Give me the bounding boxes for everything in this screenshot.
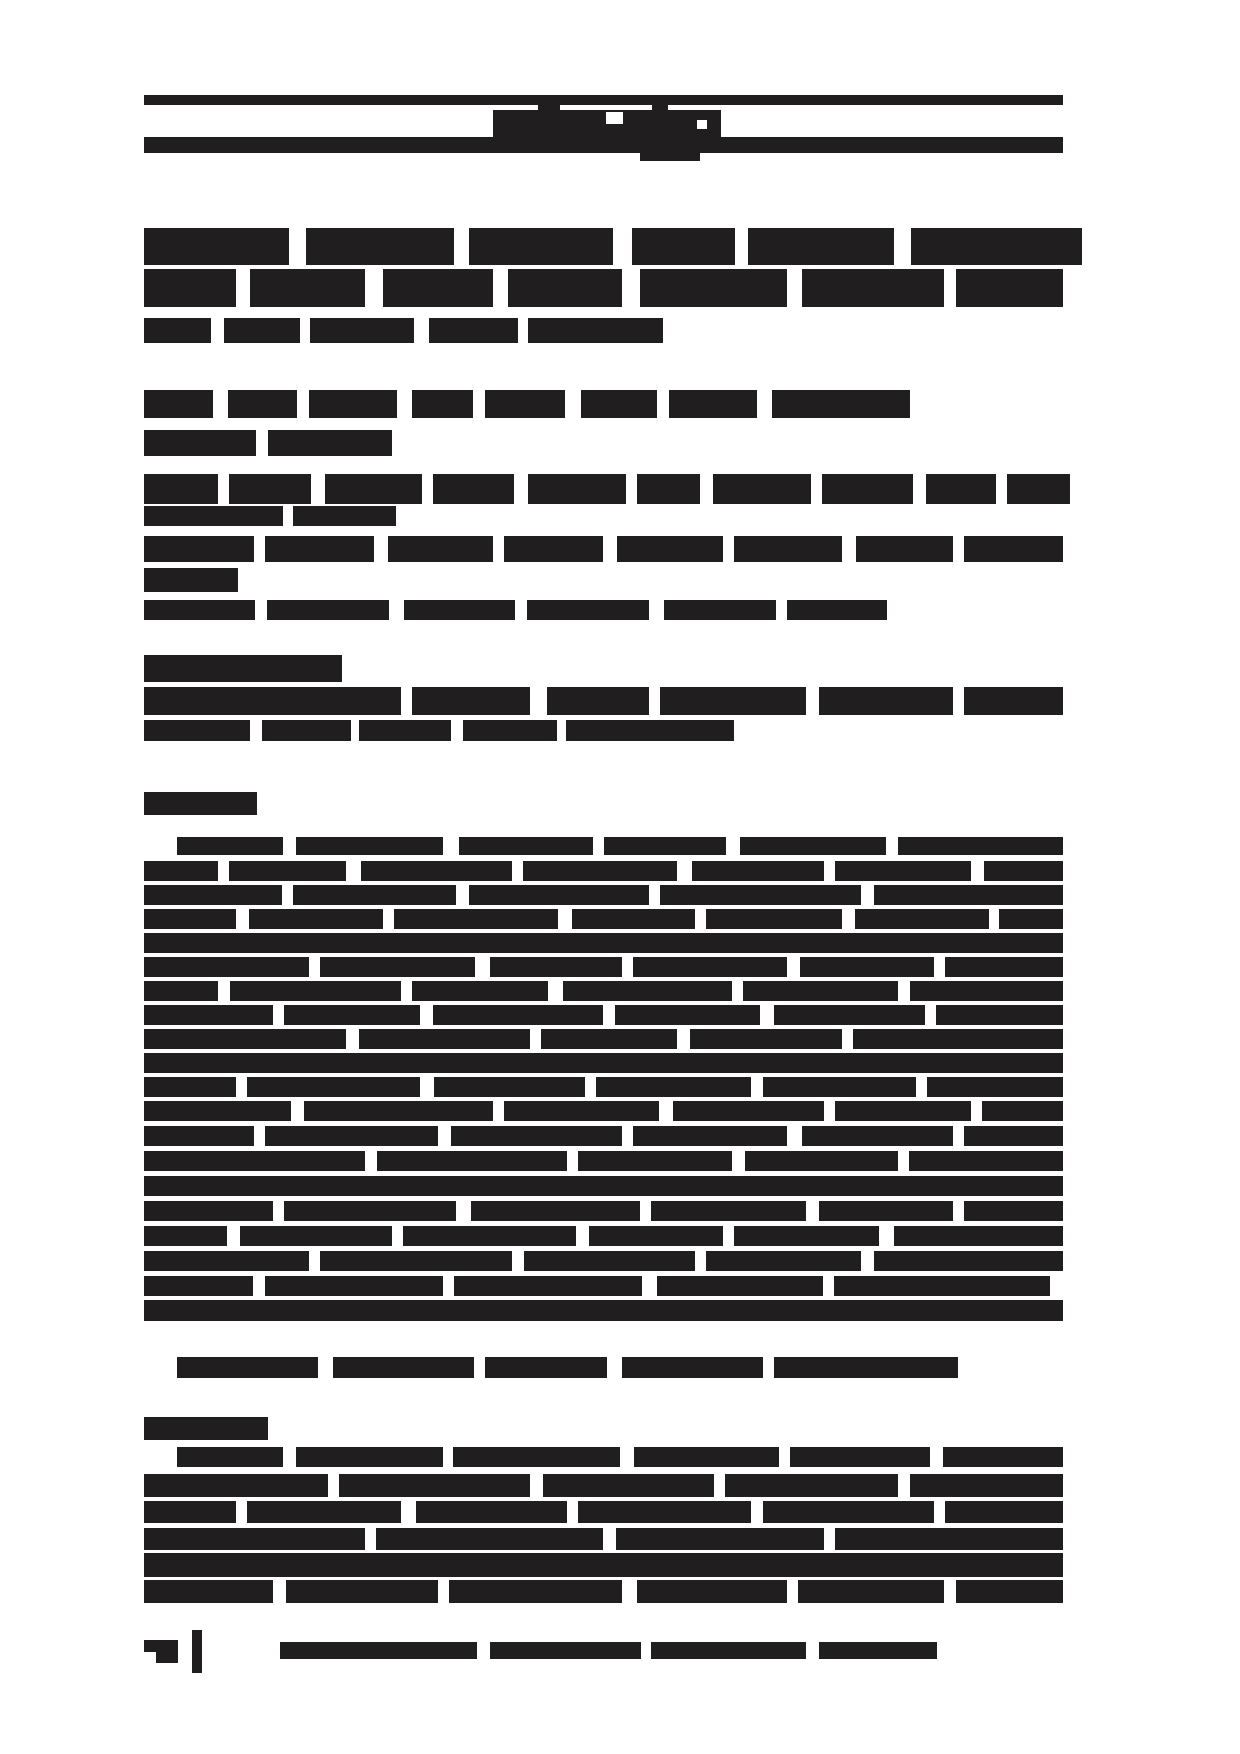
redacted-segment [250, 269, 365, 307]
redacted-segment [725, 1474, 898, 1497]
redacted-segment [320, 957, 474, 977]
redacted-segment [855, 909, 989, 929]
redacted-segment [651, 1201, 805, 1221]
redacted-segment [543, 1474, 714, 1497]
redacted-segment [339, 1474, 530, 1497]
redacted-segment [740, 837, 885, 855]
redacted-segment [634, 1447, 779, 1467]
redacted-segment [229, 861, 347, 881]
introduction-line-2 [144, 1474, 1063, 1497]
redacted-segment [224, 318, 299, 343]
introduction-line-6 [144, 1580, 1063, 1603]
redacted-segment [412, 981, 548, 1001]
redacted-segment [144, 655, 342, 682]
redacted-segment [144, 957, 309, 977]
redacted-segment [144, 318, 211, 343]
redacted-segment [144, 1226, 227, 1246]
redacted-segment [293, 506, 396, 526]
redacted-segment [383, 269, 493, 307]
redacted-segment [268, 430, 392, 456]
redacted-segment [774, 1357, 958, 1378]
redacted-segment [463, 720, 557, 741]
masthead-label-descender [640, 152, 700, 161]
redacted-segment [144, 1053, 1063, 1073]
redacted-segment [144, 568, 238, 592]
redacted-segment [230, 981, 401, 1001]
redacted-segment [333, 1357, 474, 1378]
redacted-segment [304, 1101, 493, 1121]
correspondence-line-2 [144, 720, 734, 741]
abstract-line-7 [144, 981, 1063, 1001]
redacted-segment [284, 1201, 457, 1221]
redacted-segment [936, 1005, 1063, 1025]
abstract-line-18 [144, 1251, 1063, 1271]
redacted-segment [247, 1077, 420, 1097]
redacted-segment [144, 1417, 268, 1440]
redacted-segment [964, 1201, 1063, 1221]
redacted-segment [945, 957, 1063, 977]
redacted-segment [490, 1642, 641, 1659]
masthead-label-counter [606, 112, 623, 124]
redacted-segment [296, 1447, 443, 1467]
redacted-segment [926, 474, 995, 504]
redacted-segment [306, 228, 453, 265]
redacted-segment [144, 1077, 236, 1097]
redacted-segment [660, 687, 805, 715]
redacted-segment [528, 318, 663, 343]
redacted-segment [528, 474, 625, 504]
abstract-line-6 [144, 957, 1063, 977]
redacted-segment [706, 909, 842, 929]
redacted-segment [596, 1077, 750, 1097]
redacted-segment [894, 1226, 1063, 1246]
redacted-segment [265, 1126, 438, 1146]
affiliation-line-1 [144, 474, 1070, 504]
redacted-segment [229, 474, 310, 504]
introduction-line-4 [144, 1528, 1063, 1550]
redacted-segment [144, 1501, 236, 1523]
abstract-line-3 [144, 885, 1063, 905]
redacted-segment [265, 536, 373, 562]
masthead-label-counter [697, 120, 707, 129]
abstract-line-9 [144, 1029, 1063, 1049]
redacted-segment [240, 1226, 393, 1246]
redacted-segment [144, 981, 218, 1001]
redacted-segment [982, 1101, 1063, 1121]
masthead-bottom-rule [144, 137, 1063, 153]
redacted-segment [228, 390, 297, 418]
redacted-segment [404, 600, 515, 620]
redacted-segment [144, 137, 1063, 153]
redacted-segment [617, 536, 723, 562]
redacted-segment [578, 1151, 732, 1171]
redacted-segment [144, 1201, 273, 1221]
title-line-2 [144, 269, 1063, 307]
redacted-segment [144, 1553, 1063, 1577]
abstract-line-12 [144, 1101, 1063, 1121]
redacted-segment [657, 1276, 824, 1296]
redacted-segment [589, 1226, 723, 1246]
redacted-segment [819, 1642, 937, 1659]
redacted-segment [819, 1201, 953, 1221]
redacted-segment [144, 885, 282, 905]
redacted-segment [416, 1501, 567, 1523]
redacted-segment [772, 390, 910, 418]
redacted-segment [763, 1501, 934, 1523]
redacted-segment [774, 1005, 925, 1025]
redacted-segment [177, 1447, 283, 1467]
redacted-segment [706, 1251, 860, 1271]
redacted-segment [361, 861, 512, 881]
affiliation-line-5 [144, 600, 887, 620]
redacted-segment [660, 885, 860, 905]
redacted-segment [999, 909, 1063, 929]
redacted-segment [320, 1251, 511, 1271]
masthead-label-ascender [652, 103, 668, 111]
redacted-segment [523, 861, 677, 881]
redacted-segment [547, 687, 650, 715]
abstract-line-5 [144, 933, 1063, 953]
redacted-segment [280, 1642, 477, 1659]
redacted-segment [541, 1029, 677, 1049]
redacted-segment [527, 600, 650, 620]
abstract-line-1 [177, 837, 1063, 855]
redacted-segment [853, 1029, 1063, 1049]
abstract-line-14 [144, 1151, 1063, 1171]
redacted-segment [469, 885, 649, 905]
redacted-segment [144, 1300, 1063, 1321]
redacted-segment [911, 228, 1082, 265]
redacted-segment [459, 837, 594, 855]
redacted-segment [144, 1251, 309, 1271]
redacted-segment [819, 687, 952, 715]
keywords-line [177, 1357, 958, 1378]
redacted-segment [434, 1077, 585, 1097]
introduction-line-1 [177, 1447, 1063, 1467]
redacted-segment [743, 981, 897, 1001]
redacted-segment [144, 269, 236, 307]
redacted-segment [651, 1642, 805, 1659]
redacted-segment [144, 933, 1063, 953]
abstract-line-2 [144, 861, 1063, 881]
redacted-segment [144, 1029, 346, 1049]
redacted-segment [249, 909, 383, 929]
redacted-segment [403, 1226, 576, 1246]
redacted-segment [177, 1357, 318, 1378]
redacted-segment [835, 861, 971, 881]
abstract-line-17 [144, 1226, 1063, 1246]
redacted-segment [144, 600, 255, 620]
affiliation-line-2 [144, 506, 396, 526]
redacted-segment [669, 390, 757, 418]
redacted-segment [451, 1126, 622, 1146]
redacted-segment [377, 1151, 566, 1171]
redacted-segment [284, 1005, 420, 1025]
redacted-segment [144, 720, 250, 741]
redacted-segment [622, 1357, 763, 1378]
abstract-line-20 [144, 1300, 1063, 1321]
redacted-segment [637, 474, 700, 504]
redacted-segment [763, 1077, 916, 1097]
redacted-segment [293, 885, 457, 905]
redacted-segment [359, 1029, 530, 1049]
redacted-segment [144, 228, 289, 265]
redacted-segment [943, 1447, 1063, 1467]
redacted-segment [563, 981, 732, 1001]
redacted-segment [504, 1101, 658, 1121]
redacted-segment [144, 1474, 328, 1497]
abstract-line-15 [144, 1176, 1063, 1196]
redacted-segment [144, 390, 213, 418]
redacted-segment [524, 1251, 695, 1271]
redacted-segment [909, 1151, 1063, 1171]
redacted-segment [192, 1630, 202, 1673]
redacted-segment [874, 1251, 1063, 1271]
redacted-segment [964, 687, 1063, 715]
redacted-segment [144, 1101, 291, 1121]
redacted-segment [834, 1276, 1050, 1296]
abstract-line-19 [144, 1276, 1050, 1296]
redacted-segment [874, 885, 1063, 905]
introduction-line-5 [144, 1553, 1063, 1577]
redacted-segment [265, 1276, 443, 1296]
redacted-segment [469, 228, 613, 265]
redacted-segment [604, 837, 726, 855]
redacted-segment [956, 1580, 1063, 1603]
redacted-segment [388, 536, 494, 562]
redacted-segment [144, 1528, 365, 1550]
redacted-segment [412, 390, 473, 418]
redacted-segment [673, 1101, 824, 1121]
redacted-segment [449, 1580, 622, 1603]
abstract-line-10 [144, 1053, 1063, 1073]
redacted-segment [800, 957, 934, 977]
redacted-segment [508, 269, 622, 307]
redacted-segment [144, 687, 401, 715]
redacted-segment [633, 1126, 787, 1146]
redacted-segment [454, 1276, 642, 1296]
redacted-segment [144, 792, 257, 815]
redacted-segment [581, 390, 658, 418]
redacted-segment [144, 474, 218, 504]
redacted-segment [566, 720, 734, 741]
redacted-segment [267, 600, 390, 620]
redacted-segment [822, 474, 913, 504]
redacted-segment [734, 536, 842, 562]
redacted-segment [309, 390, 397, 418]
masthead-top-rule [144, 95, 1063, 105]
redacted-segment [144, 1176, 1063, 1196]
correspondence-line-1 [144, 687, 1063, 715]
masthead-label-ascender [538, 103, 560, 111]
redacted-segment [802, 1126, 953, 1146]
redacted-segment [633, 957, 787, 977]
redacted-segment [471, 1201, 640, 1221]
introduction-heading [144, 1417, 268, 1440]
redacted-segment [359, 720, 450, 741]
redacted-segment [286, 1580, 439, 1603]
redacted-segment [616, 1528, 824, 1550]
affiliation-line-4 [144, 568, 238, 592]
redacted-segment [247, 1501, 401, 1523]
redacted-segment [856, 536, 952, 562]
introduction-line-3 [144, 1501, 1063, 1523]
redacted-segment [485, 390, 565, 418]
abstract-line-11 [144, 1077, 1063, 1097]
redacted-segment [910, 981, 1063, 1001]
title-line-3 [144, 318, 663, 343]
authors-line-2 [144, 430, 392, 456]
redacted-segment [485, 1357, 606, 1378]
title-line-1 [144, 228, 1082, 265]
correspondence-label [144, 655, 342, 682]
redacted-segment [802, 269, 944, 307]
redacted-segment [429, 318, 517, 343]
redacted-segment [144, 95, 1063, 105]
redacted-segment [798, 1580, 943, 1603]
redacted-segment [745, 1151, 898, 1171]
redacted-segment [490, 957, 622, 977]
redacted-segment [964, 536, 1063, 562]
redacted-segment [690, 1029, 843, 1049]
redacted-segment [835, 1101, 971, 1121]
redacted-segment [910, 1474, 1063, 1497]
redacted-segment [144, 1005, 273, 1025]
redacted-segment [144, 536, 254, 562]
redacted-segment [664, 600, 775, 620]
redacted-segment [394, 909, 558, 929]
redacted-segment [144, 506, 283, 526]
redacted-segment [637, 1580, 788, 1603]
redacted-segment [835, 1528, 1063, 1550]
redacted-segment [787, 600, 887, 620]
redacted-segment [964, 1126, 1063, 1146]
redacted-segment [504, 536, 603, 562]
footer-divider-bar [192, 1630, 202, 1673]
redacted-segment [144, 861, 218, 881]
redacted-segment [310, 318, 414, 343]
redacted-segment [578, 1501, 751, 1523]
redacted-segment [790, 1447, 930, 1467]
abstract-line-4 [144, 909, 1063, 929]
redacted-segment [927, 1077, 1063, 1097]
redacted-segment [640, 269, 787, 307]
redacted-segment [898, 837, 1063, 855]
redacted-segment [453, 1447, 620, 1467]
redacted-segment [144, 1580, 273, 1603]
redacted-segment [144, 1151, 365, 1171]
abstract-heading [144, 792, 257, 815]
abstract-line-8 [144, 1005, 1063, 1025]
redacted-segment [433, 474, 514, 504]
redacted-segment [433, 1005, 604, 1025]
affiliation-line-3 [144, 536, 1063, 562]
redacted-segment [325, 474, 422, 504]
redacted-segment [713, 474, 810, 504]
redacted-segment [1007, 474, 1070, 504]
redacted-segment [956, 269, 1063, 307]
abstract-line-16 [144, 1201, 1063, 1221]
redacted-segment [692, 861, 824, 881]
footer-page-number-counter [144, 1652, 156, 1663]
abstract-line-13 [144, 1126, 1063, 1146]
redacted-segment [945, 1501, 1063, 1523]
redacted-segment [144, 430, 256, 456]
redacted-segment [296, 837, 443, 855]
authors-line-1 [144, 390, 910, 418]
redacted-segment [412, 687, 530, 715]
redacted-segment [262, 720, 351, 741]
redacted-segment [748, 228, 894, 265]
footer-text-line [280, 1642, 937, 1659]
redacted-segment [632, 228, 735, 265]
redacted-segment [734, 1226, 879, 1246]
redacted-segment [144, 1276, 253, 1296]
redacted-segment [572, 909, 695, 929]
redacted-segment [144, 1126, 254, 1146]
redacted-segment [177, 837, 283, 855]
redacted-segment [144, 909, 236, 929]
redacted-segment [984, 861, 1063, 881]
redacted-segment [615, 1005, 760, 1025]
redacted-segment [376, 1528, 604, 1550]
